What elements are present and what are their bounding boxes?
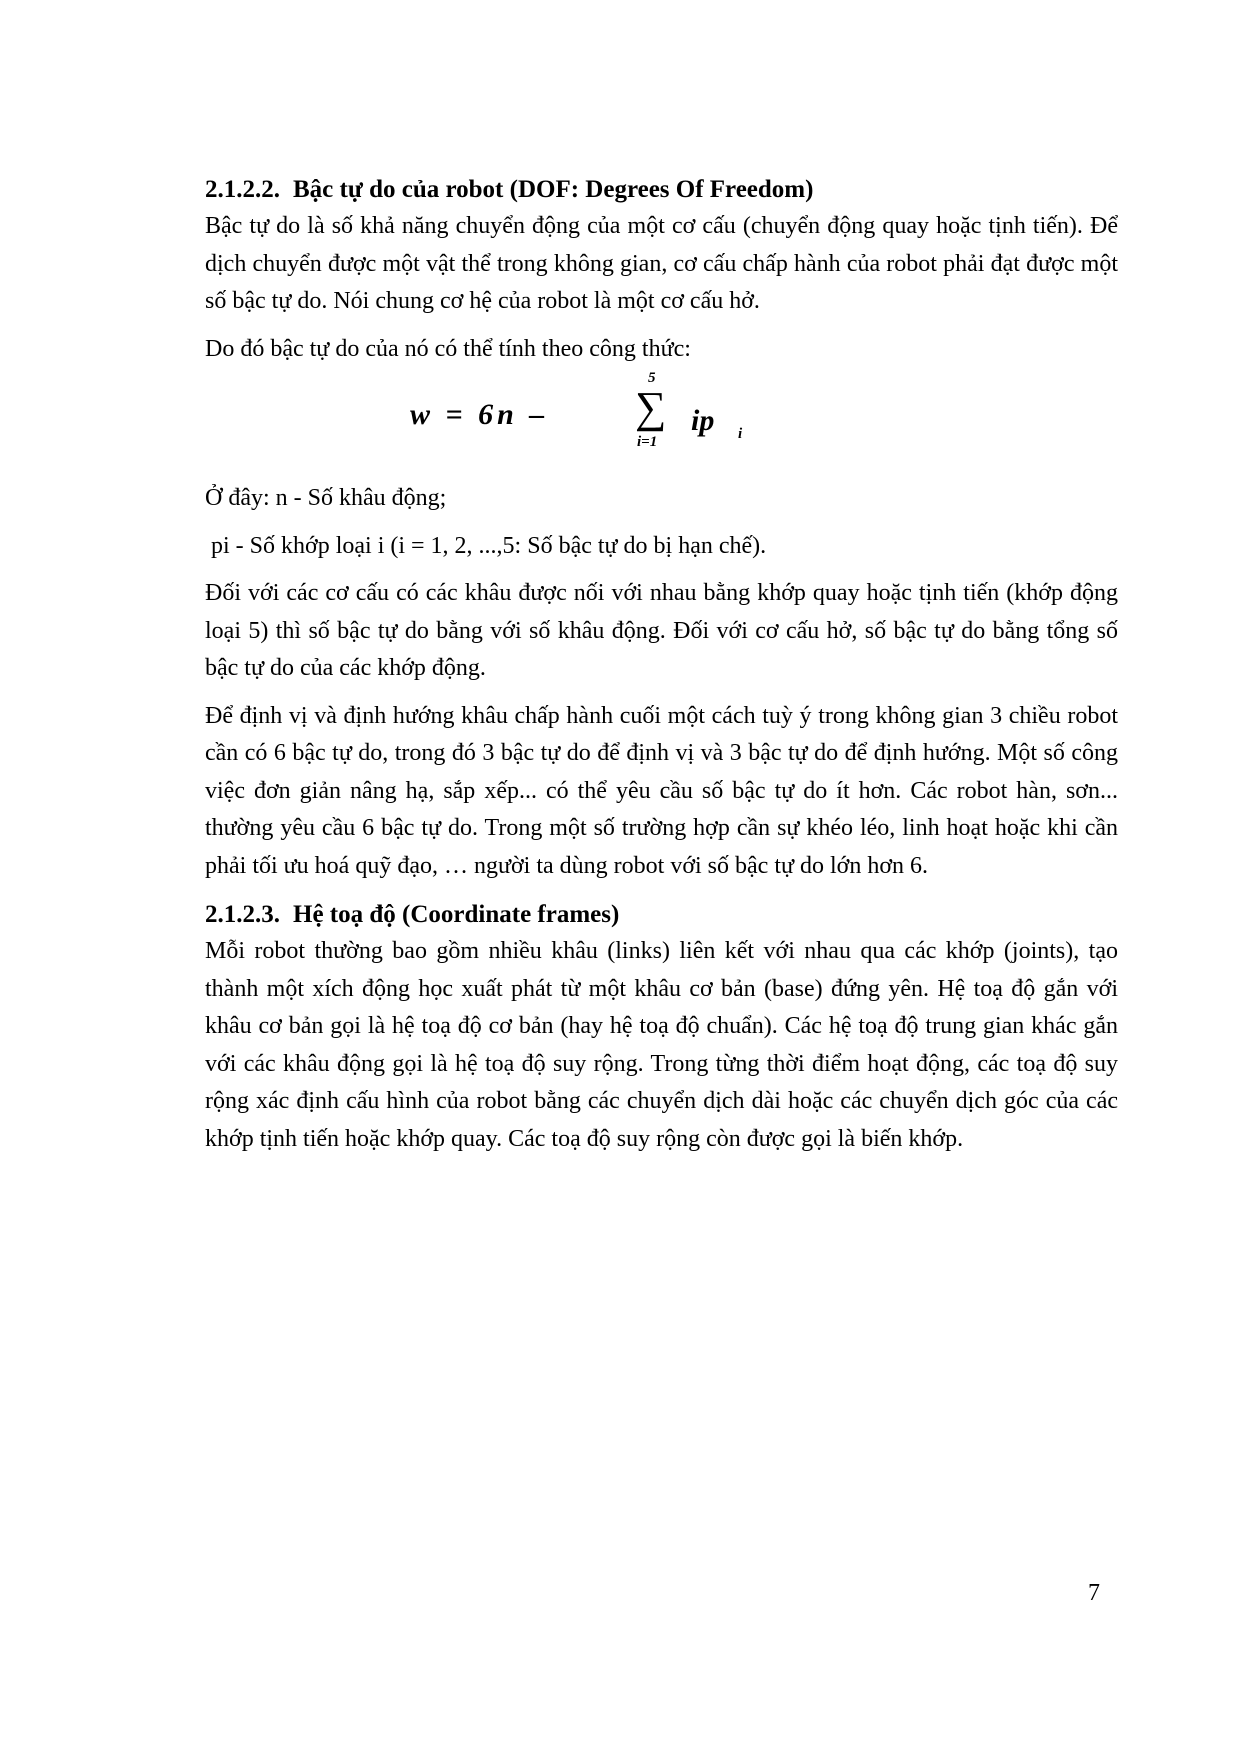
paragraph-six-dof: Để định vị và định hướng khâu chấp hành cuối một cách tuỳ ý trong không gian 3 chiều robot cần có 6 bậc tự do, trong đó 3 bậc tự do để định vị và 3 bậc tự do để định hướng. Một số công việc đơn giản nâng hạ, sắp xếp... có thể yêu cầu số bậc tự do ít hơn. Các robot hàn, sơn... thường yêu cầu 6 bậc tự do. Trong một số trường hợp cần sự khéo léo, linh hoạt hoặc khi cần phải tối ưu hoá quỹ đạo, … người ta dùng robot với số bậc tự do lớn hơn 6.	[205, 702, 1118, 879]
paragraph-coordinate-frames: Mỗi robot thường bao gồm nhiều khâu (links) liên kết với nhau qua các khớp (joints), tạo thành một xích động học xuất phát từ một khâu cơ bản (base) đứng yên. Hệ toạ độ gắn với khâu cơ bản gọi là hệ toạ độ cơ bản (hay hệ toạ độ chuẩn). Các hệ toạ độ trung gian khác gắn với các khâu động gọi là hệ toạ độ suy rộng. Trong từng thời điểm hoạt động, các toạ độ suy rộng xác định cấu hình của robot bằng các chuyển dịch dài hoặc các chuyển dịch góc của các khớp tịnh tiến hoặc khớp quay. Các toạ độ suy rộng còn được gọi là biến khớp.	[205, 938, 1118, 1152]
section-title: Hệ toạ độ (Coordinate frames)	[293, 901, 620, 928]
page-number: 7	[1088, 1580, 1100, 1606]
formula-term-subscript: i	[738, 426, 743, 442]
formula-term: ip	[691, 404, 715, 437]
page-content	[205, 172, 1118, 1158]
formula-sum-lower-limit: i=1	[637, 434, 658, 450]
section-number: 2.1.2.2.	[205, 176, 280, 203]
formula-sum-symbol: ∑	[635, 383, 667, 432]
paragraph-formula-intro: Do đó bậc tự do của nó có thể tính theo công thức:	[205, 335, 691, 362]
section-number: 2.1.2.3.	[205, 901, 280, 928]
dof-formula	[205, 370, 1118, 480]
section-title: Bậc tự do của robot (DOF: Degrees Of Freedom)	[293, 176, 814, 203]
section-heading-coordinate-frames	[205, 897, 1118, 933]
paragraph-joint-types: Đối với các cơ cấu có các khâu được nối với nhau bằng khớp quay hoặc tịnh tiến (khớp động loại 5) thì số bậc tự do bằng với số khâu động. Đối với cơ cấu hở, số bậc tự do bằng tổng số bậc tự do của các khớp động.	[205, 580, 1118, 681]
formula-lhs: w = 6n –	[410, 398, 549, 431]
formula-sum-upper-limit: 5	[648, 370, 656, 386]
paragraph-n-definition: Ở đây: n - Số khâu động;	[205, 485, 447, 511]
section-heading-dof	[205, 172, 1118, 208]
paragraph-pi-definition: pi - Số khớp loại i (i = 1, 2, ...,5: Số bậc tự do bị hạn chế).	[211, 532, 767, 559]
paragraph-dof-definition: Bậc tự do là số khả năng chuyển động của một cơ cấu (chuyển động quay hoặc tịnh tiến). Để dịch chuyển được một vật thể trong không gian, cơ cấu chấp hành của robot phải đạt được một số bậc tự do. Nói chung cơ hệ của robot là một cơ cấu hở.	[205, 213, 1118, 314]
